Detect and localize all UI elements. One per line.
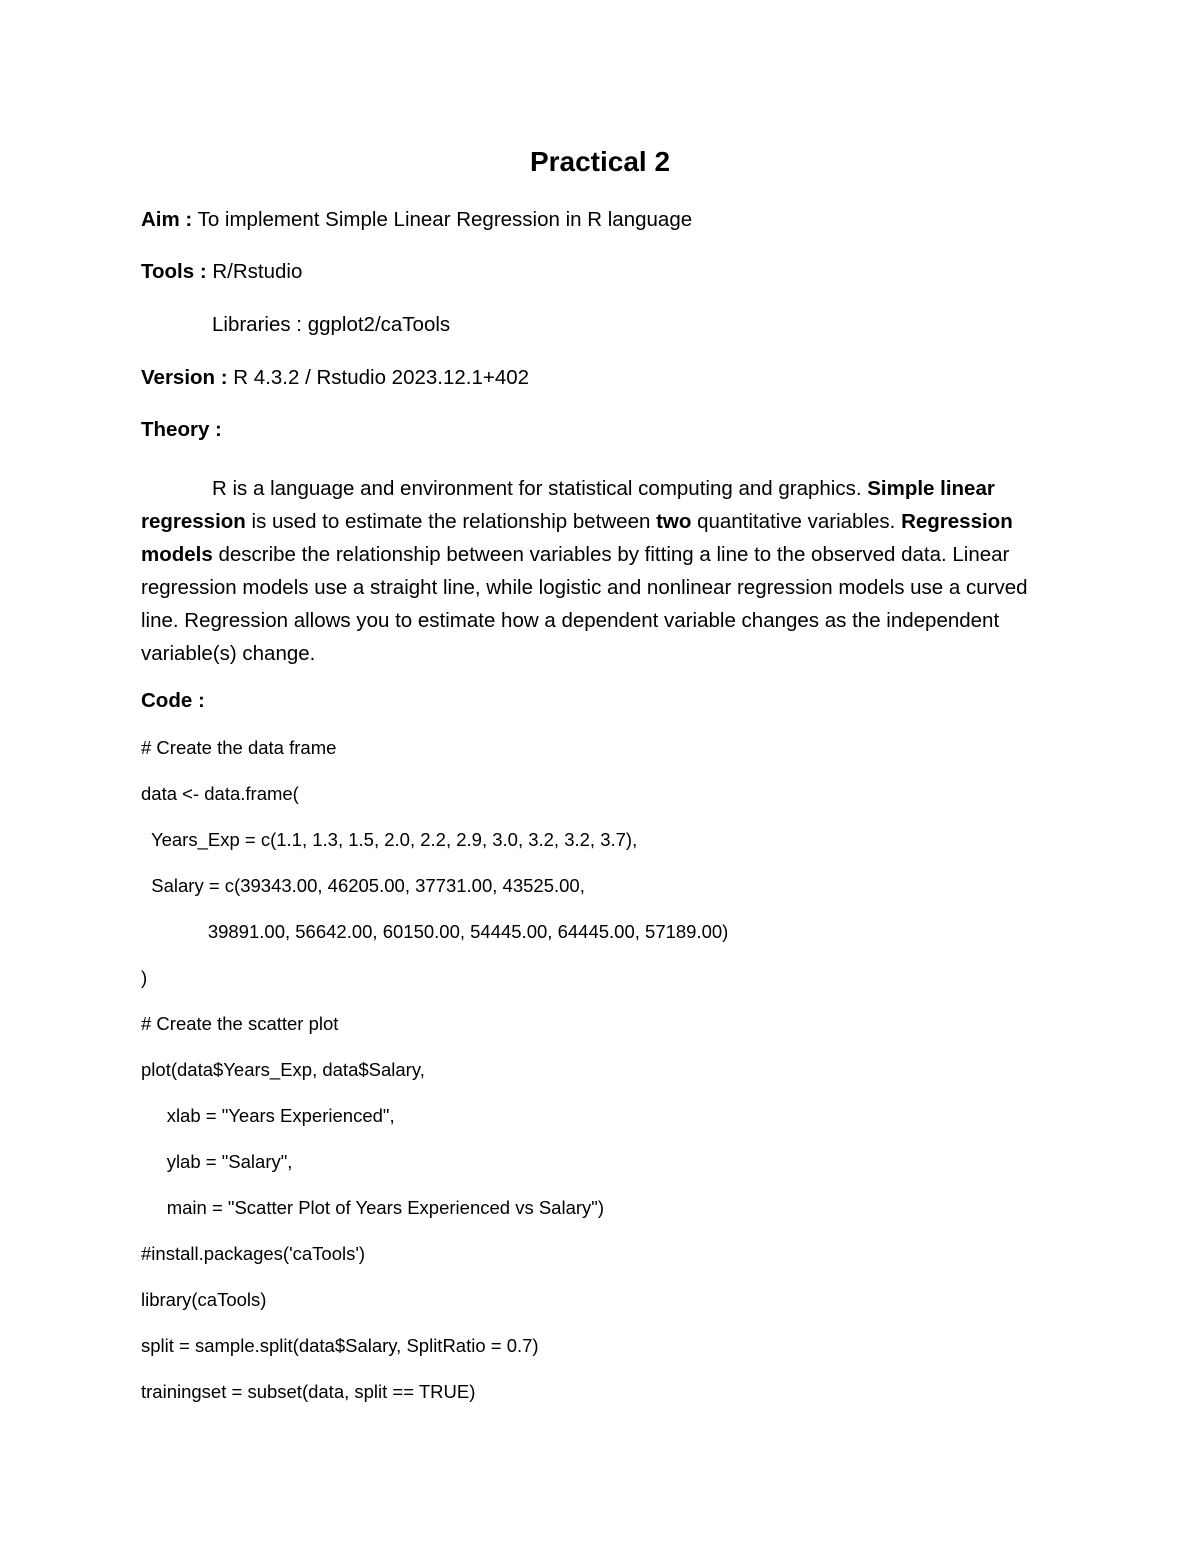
code-line: ylab = "Salary", [141, 1151, 293, 1172]
code-line: plot(data$Years_Exp, data$Salary, [141, 1059, 425, 1080]
code-line: 39891.00, 56642.00, 60150.00, 54445.00, 64445.00, 57189.00) [141, 921, 729, 942]
version-label: Version : [141, 366, 228, 389]
code-line: trainingset = subset(data, split == TRUE) [141, 1381, 476, 1402]
code-heading: Code : [141, 689, 205, 712]
code-line: Salary = c(39343.00, 46205.00, 37731.00, 43525.00, [141, 875, 585, 896]
libraries-line: Libraries : ggplot2/caTools [212, 313, 451, 336]
code-line: split = sample.split(data$Salary, SplitRatio = 0.7) [141, 1335, 539, 1356]
code-line: xlab = "Years Experienced", [141, 1105, 395, 1126]
tools-label: Tools : [141, 260, 207, 283]
version-text: R 4.3.2 / Rstudio 2023.12.1+402 [227, 366, 530, 389]
theory-paragraph: R is a language and environment for statistical computing and graphics. Simple linear regression is used to estimate the relationship between two quantitative variables. Regression models describe the relationship between variables by fitting a line to the observed data. Linear regression models use a straight line, while logistic and nonlinear regression models use a curved line. Regression allows you to estimate how a dependent variable changes as the independent variable(s) change. [141, 477, 1028, 665]
code-line: #install.packages('caTools') [141, 1243, 366, 1264]
code-line: # Create the data frame [141, 737, 337, 758]
code-line: ) [141, 967, 148, 988]
code-line: main = "Scatter Plot of Years Experienced vs Salary") [141, 1197, 605, 1218]
tools-line [141, 262, 302, 283]
aim-text: To implement Simple Linear Regression in R language [192, 208, 693, 231]
aim-line [141, 210, 692, 231]
version-line [141, 368, 529, 389]
code-line: # Create the scatter plot [141, 1013, 339, 1034]
page-title: Practical 2 [529, 146, 671, 177]
code-line: library(caTools) [141, 1289, 267, 1310]
tools-text: R/Rstudio [206, 260, 303, 283]
aim-label: Aim : [141, 208, 193, 231]
theory-heading: Theory : [141, 418, 222, 441]
code-line: Years_Exp = c(1.1, 1.3, 1.5, 2.0, 2.2, 2.9, 3.0, 3.2, 3.2, 3.7), [141, 829, 638, 850]
code-line: data <- data.frame( [141, 783, 299, 804]
